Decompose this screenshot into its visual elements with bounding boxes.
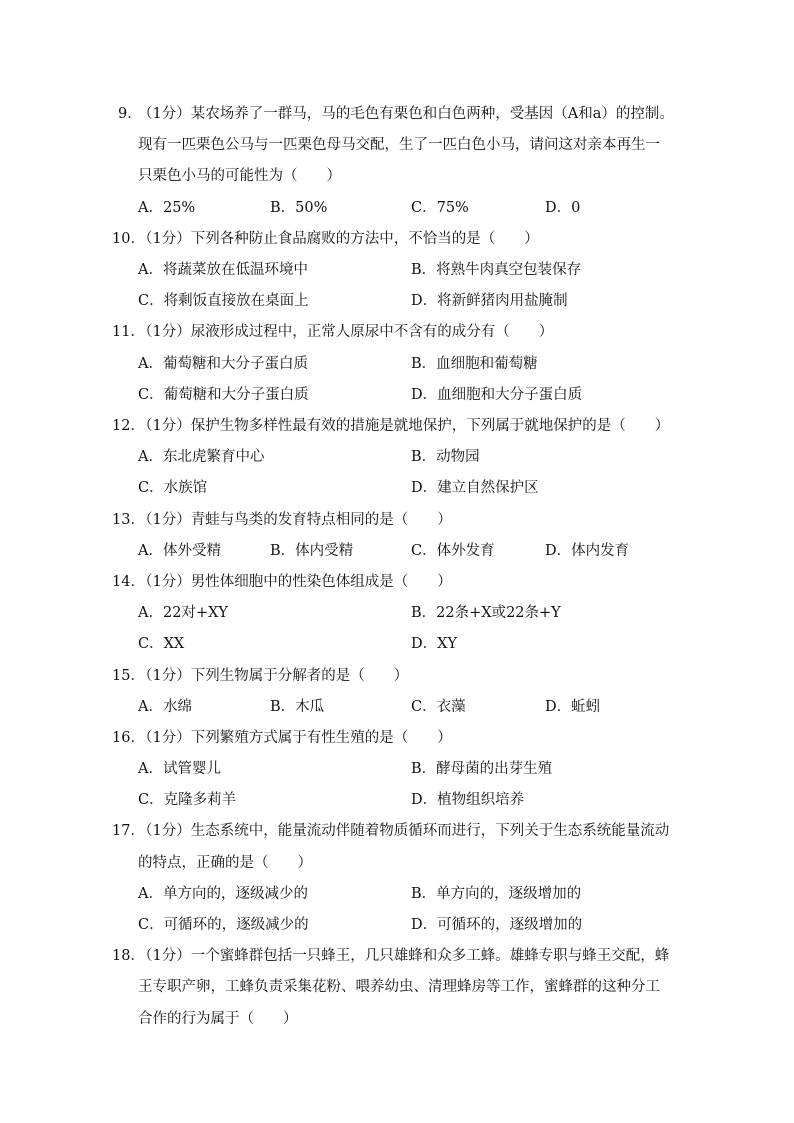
option-d: D．0 bbox=[545, 199, 581, 216]
question-text: （1分）一个蜜蜂群包括一只蜂王，几只雄蜂和众多工蜂。雄蜂专职与蜂王交配，蜂王专职产卵，工蜂负责采集花粉、喂养幼虫、清理蜂房等工作，蜜蜂群的这种分工合作的行为属于（ ） bbox=[138, 948, 670, 1027]
option-row bbox=[0, 785, 794, 816]
question-stem bbox=[0, 224, 794, 255]
option-c: C．衣藻 bbox=[411, 698, 466, 715]
question-stem bbox=[0, 723, 794, 754]
option-row bbox=[0, 692, 794, 723]
option-b: B．将熟牛肉真空包装保存 bbox=[411, 262, 582, 278]
question-11 bbox=[0, 317, 794, 411]
question-18 bbox=[0, 941, 794, 1035]
question-stem bbox=[0, 99, 794, 193]
question-15 bbox=[0, 661, 794, 723]
option-row bbox=[0, 255, 794, 286]
question-text: （1分）生态系统中，能量流动伴随着物质循环而进行，下列关于生态系统能量流动的特点，正确的是（ ） bbox=[138, 823, 670, 871]
question-stem bbox=[0, 317, 794, 348]
question-stem bbox=[0, 505, 794, 536]
question-stem bbox=[0, 567, 794, 598]
question-16 bbox=[0, 723, 794, 817]
option-d: D．体内发育 bbox=[545, 542, 630, 559]
option-row bbox=[0, 442, 794, 473]
option-c: C．XX bbox=[138, 636, 185, 653]
question-13 bbox=[0, 505, 794, 567]
question-number: 18． bbox=[112, 948, 145, 965]
option-a: A．东北虎繁育中心 bbox=[138, 449, 265, 466]
option-a: A．单方向的，逐级减少的 bbox=[138, 885, 308, 902]
option-row bbox=[0, 598, 794, 629]
question-text: （1分）下列各种防止食品腐败的方法中，不恰当的是（ ） bbox=[138, 230, 539, 247]
option-row bbox=[0, 380, 794, 411]
question-stem bbox=[0, 411, 794, 442]
question-text: （1分）下列生物属于分解者的是（ ） bbox=[138, 667, 409, 684]
question-number: 14． bbox=[112, 573, 145, 590]
option-b: B．酵母菌的出芽生殖 bbox=[411, 761, 553, 778]
option-row bbox=[0, 286, 794, 317]
question-text: （1分）尿液形成过程中，正常人原尿中不含有的成分有（ ） bbox=[138, 324, 554, 341]
question-text: （1分）青蛙与鸟类的发育特点相同的是（ ） bbox=[138, 511, 452, 528]
option-d: D．XY bbox=[411, 636, 458, 653]
question-number: 12． bbox=[112, 417, 145, 434]
question-number: 17． bbox=[112, 823, 145, 840]
question-text: （1分）保护生物多样性最有效的措施是就地保护，下列属于就地保护的是（ ） bbox=[138, 417, 670, 434]
option-d: D．血细胞和大分子蛋白质 bbox=[411, 386, 583, 403]
option-a: A．体外受精 bbox=[138, 542, 221, 559]
question-17 bbox=[0, 816, 794, 941]
option-c: C．75% bbox=[411, 199, 469, 216]
option-d: D．建立自然保护区 bbox=[411, 480, 539, 497]
option-b: B．单方向的，逐级增加的 bbox=[411, 885, 582, 902]
question-number: 11． bbox=[112, 324, 145, 341]
question-list bbox=[0, 99, 794, 1035]
question-text: （1分）某农场养了一群马，马的毛色有栗色和白色两种，受基因（A和a）的控制。现有一匹栗色公马与一匹栗色母马交配，生了一匹白色小马，请问这对亲本再生一只栗色小马的可能性为（ ） bbox=[138, 106, 674, 185]
question-number: 15． bbox=[112, 667, 145, 684]
option-b: B．50% bbox=[270, 199, 328, 216]
question-text: （1分）男性体细胞中的性染色体组成是（ ） bbox=[138, 573, 452, 590]
question-stem bbox=[0, 816, 794, 878]
option-b: B．木瓜 bbox=[270, 698, 325, 715]
option-b: B．22条+X或22条+Y bbox=[411, 605, 561, 622]
question-number: 9． bbox=[118, 106, 142, 122]
option-c: C．可循环的，逐级减少的 bbox=[138, 917, 309, 934]
option-a: A．水绵 bbox=[138, 698, 192, 715]
question-10 bbox=[0, 224, 794, 318]
option-d: D．可循环的，逐级增加的 bbox=[411, 917, 583, 934]
option-b: B．动物园 bbox=[411, 449, 480, 466]
option-c: C．水族馆 bbox=[138, 480, 208, 497]
question-number: 10． bbox=[112, 230, 145, 247]
option-row bbox=[0, 536, 794, 567]
option-row bbox=[0, 910, 794, 941]
option-a: A．22对+XY bbox=[138, 605, 228, 622]
question-9 bbox=[0, 99, 794, 224]
option-c: C．克隆多莉羊 bbox=[138, 792, 237, 809]
option-row bbox=[0, 349, 794, 380]
question-stem bbox=[0, 661, 794, 692]
option-row bbox=[0, 629, 794, 660]
option-a: A．葡萄糖和大分子蛋白质 bbox=[138, 355, 308, 372]
option-row bbox=[0, 879, 794, 910]
option-b: B．血细胞和葡萄糖 bbox=[411, 355, 538, 372]
question-text: （1分）下列繁殖方式属于有性生殖的是（ ） bbox=[138, 729, 452, 746]
option-d: D．蚯蚓 bbox=[545, 698, 601, 715]
question-stem bbox=[0, 941, 794, 1035]
option-d: D．将新鲜猪肉用盐腌制 bbox=[411, 293, 568, 310]
question-number: 16． bbox=[112, 729, 145, 746]
option-c: C．体外发育 bbox=[411, 542, 495, 559]
question-12 bbox=[0, 411, 794, 505]
option-c: C．将剩饭直接放在桌面上 bbox=[138, 293, 309, 310]
question-number: 13． bbox=[112, 511, 145, 528]
option-row bbox=[0, 754, 794, 785]
option-a: A．试管婴儿 bbox=[138, 761, 221, 778]
question-14 bbox=[0, 567, 794, 661]
option-c: C．葡萄糖和大分子蛋白质 bbox=[138, 386, 309, 403]
option-a: A．25% bbox=[138, 199, 196, 216]
option-row bbox=[0, 473, 794, 504]
option-b: B．体内受精 bbox=[270, 542, 354, 559]
option-a: A．将蔬菜放在低温环境中 bbox=[138, 262, 308, 278]
option-row bbox=[0, 193, 794, 224]
option-d: D．植物组织培养 bbox=[411, 792, 525, 809]
